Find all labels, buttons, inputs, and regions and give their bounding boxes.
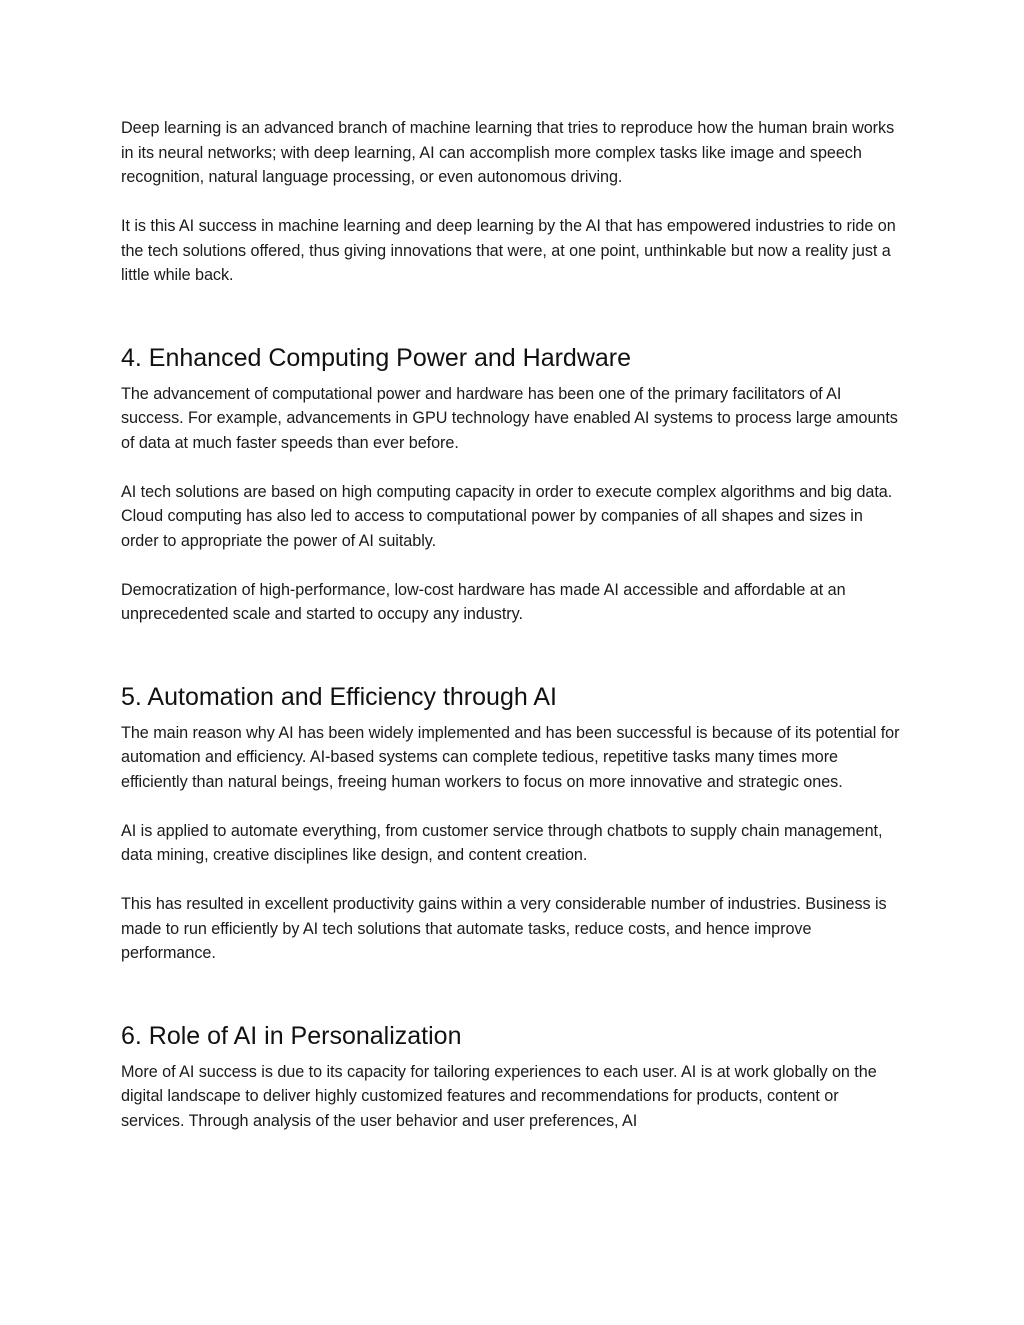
- paragraph-computational-power: The advancement of computational power and hardware has been one of the primary facilitators of AI success. For example, advancements in GPU technology have enabled AI systems to process large amounts of data at much faster speeds than ever before.: [121, 384, 898, 452]
- paragraph-automation-applications: AI is applied to automate everything, from customer service through chatbots to supply chain management, data mining, creative disciplines like design, and content creation.: [121, 821, 883, 864]
- paragraph-deep-learning: Deep learning is an advanced branch of machine learning that tries to reproduce how the human brain works in its neural networks; with deep learning, AI can accomplish more complex tasks like image and speech recognition, natural language processing, or even autonomous driving.: [121, 119, 895, 186]
- paragraph-automation-reason: The main reason why AI has been widely implemented and has been successful is because of its potential for automation and efficiency. AI-based systems can complete tedious, repetitive tasks many times more efficiently than natural beings, freeing human workers to focus on more innovative and strategic ones.: [121, 723, 900, 791]
- paragraph-cloud-computing: AI tech solutions are based on high computing capacity in order to execute complex algorithms and big data. Cloud computing has also led to access to computational power by companies of all shapes and sizes in order to appropriate the power of AI suitably.: [121, 482, 893, 550]
- paragraph-democratization: Democratization of high-performance, low-cost hardware has made AI accessible and affordable at an unprecedented scale and started to occupy any industry.: [121, 580, 846, 623]
- paragraph-productivity-gains: This has resulted in excellent productivity gains within a very considerable number of industries. Business is made to run efficiently by AI tech solutions that automate tasks, reduce costs, and hence improve performance.: [121, 895, 887, 962]
- paragraph-ai-success: It is this AI success in machine learning and deep learning by the AI that has empowered industries to ride on the tech solutions offered, thus giving innovations that were, at one point, unthinkable but now a reality just a little while back.: [121, 217, 896, 284]
- heading-personalization: 6. Role of AI in Personalization: [121, 1021, 462, 1050]
- heading-automation-efficiency: 5. Automation and Efficiency through AI: [121, 682, 557, 711]
- heading-enhanced-computing: 4. Enhanced Computing Power and Hardware: [121, 343, 632, 372]
- paragraph-personalization: More of AI success is due to its capacity for tailoring experiences to each user. AI is at work globally on the digital landscape to deliver highly customized features and recommendations for products, content or services. Through analysis of the user behavior and user preferences, AI: [121, 1062, 877, 1130]
- document-page: [121, 116, 901, 1133]
